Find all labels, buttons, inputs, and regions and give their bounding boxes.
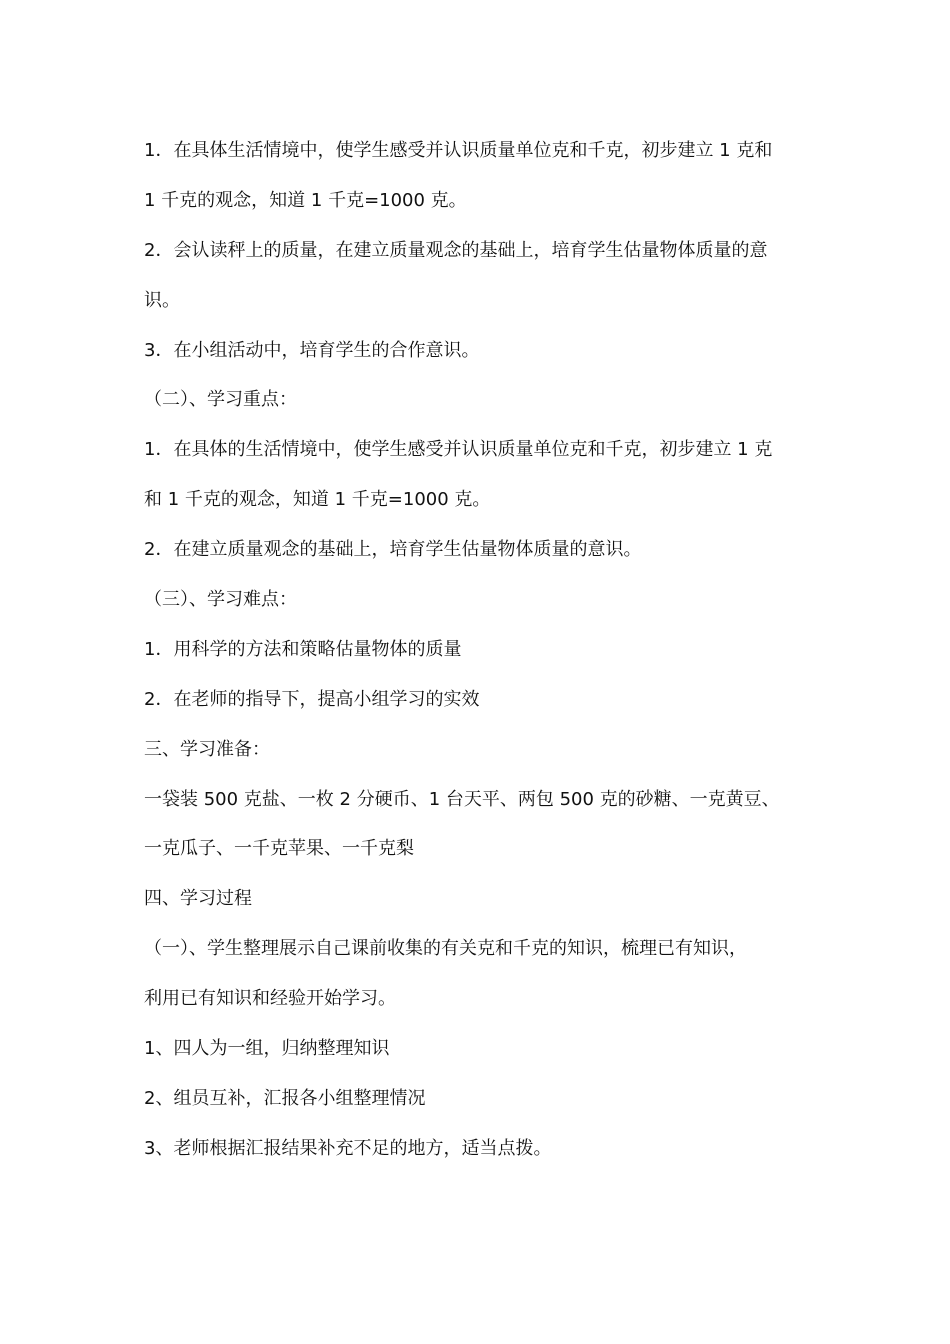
key-point-1-line-1: 1．在具体的生活情境中，使学生感受并认识质量单位克和千克，初步建立 1 克 [144, 439, 773, 461]
goal-1-line-1: 1．在具体生活情境中，使学生感受并认识质量单位克和千克，初步建立 1 克和 [144, 140, 773, 161]
difficulty-2-line: 2．在老师的指导下，提高小组学习的实效 [144, 688, 480, 710]
document-body [144, 126, 812, 1174]
goal-2-line-2: 识。 [144, 289, 180, 311]
process-item-3-line: 3、老师根据汇报结果补充不足的地方，适当点拨。 [144, 1137, 552, 1159]
key-point-1-line-2: 和 1 千克的观念，知道 1 千克=1000 克。 [144, 489, 491, 511]
process-item-1-line: 1、四人为一组，归纳整理知识 [144, 1038, 390, 1060]
section-difficulties-heading: （三）、学习难点： [144, 589, 297, 611]
process-item-2-line: 2、组员互补，汇报各小组整理情况 [144, 1087, 426, 1109]
goal-2-line-1: 2．会认读秤上的质量，在建立质量观念的基础上，培育学生估量物体质量的意 [144, 239, 768, 261]
section-key-points-heading: （二）、学习重点： [144, 389, 297, 411]
process-step-1-line-2: 利用已有知识和经验开始学习。 [144, 988, 396, 1010]
goal-1-line-2: 1 千克的观念，知道 1 千克=1000 克。 [144, 189, 467, 211]
section-process-heading: 四、学习过程 [144, 888, 252, 910]
process-step-1-line-1: （一）、学生整理展示自己课前收集的有关克和千克的知识，梳理已有知识， [144, 938, 747, 960]
preparation-line-1: 一袋装 500 克盐、一枚 2 分硬币、1 台天平、两包 500 克的砂糖、一克黄豆、 [144, 788, 780, 810]
difficulty-1-line: 1．用科学的方法和策略估量物体的质量 [144, 638, 462, 660]
goal-3-line: 3．在小组活动中，培育学生的合作意识。 [144, 339, 480, 361]
section-preparation-heading: 三、学习准备： [144, 738, 270, 760]
key-point-2-line: 2．在建立质量观念的基础上，培育学生估量物体质量的意识。 [144, 539, 642, 561]
preparation-line-2: 一克瓜子、一千克苹果、一千克梨 [144, 838, 414, 860]
